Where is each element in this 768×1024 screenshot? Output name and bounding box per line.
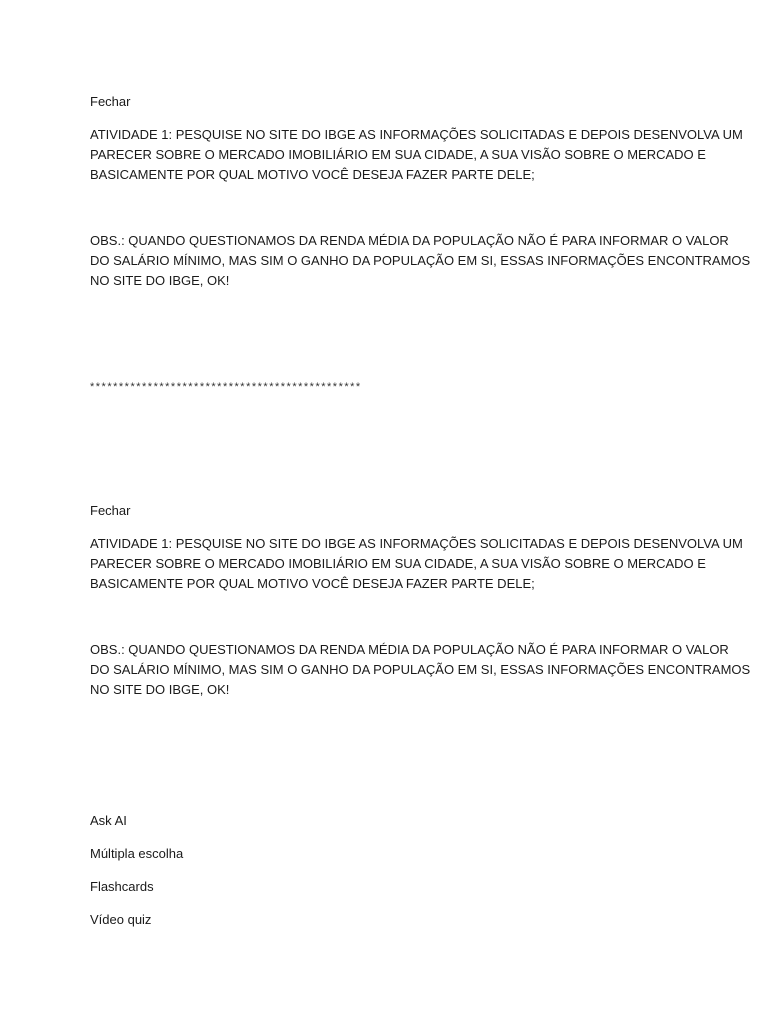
obs-line: NO SITE DO IBGE, OK! bbox=[90, 682, 230, 697]
asterisk-separator: *********************************************** bbox=[90, 381, 362, 393]
ask-ai-link[interactable]: Ask AI bbox=[90, 813, 127, 828]
activity-line: PARECER SOBRE O MERCADO IMOBILIÁRIO EM SUA CIDADE, A SUA VISÃO SOBRE O MERCADO E bbox=[90, 147, 706, 162]
activity-paragraph bbox=[90, 125, 743, 185]
flashcards-link[interactable]: Flashcards bbox=[90, 879, 154, 894]
activity-line: BASICAMENTE POR QUAL MOTIVO VOCÊ DESEJA FAZER PARTE DELE; bbox=[90, 167, 535, 182]
activity-line: BASICAMENTE POR QUAL MOTIVO VOCÊ DESEJA FAZER PARTE DELE; bbox=[90, 576, 535, 591]
obs-line: OBS.: QUANDO QUESTIONAMOS DA RENDA MÉDIA DA POPULAÇÃO NÃO É PARA INFORMAR O VALOR bbox=[90, 642, 729, 657]
activity-line: PARECER SOBRE O MERCADO IMOBILIÁRIO EM SUA CIDADE, A SUA VISÃO SOBRE O MERCADO E bbox=[90, 556, 706, 571]
close-link[interactable]: Fechar bbox=[90, 94, 131, 109]
activity-paragraph bbox=[90, 534, 743, 594]
activity-line: ATIVIDADE 1: PESQUISE NO SITE DO IBGE AS INFORMAÇÕES SOLICITADAS E DEPOIS DESENVOLVA UM bbox=[90, 127, 743, 142]
obs-line: OBS.: QUANDO QUESTIONAMOS DA RENDA MÉDIA DA POPULAÇÃO NÃO É PARA INFORMAR O VALOR bbox=[90, 233, 729, 248]
obs-paragraph bbox=[90, 231, 751, 291]
multiple-choice-link[interactable]: Múltipla escolha bbox=[90, 846, 184, 861]
obs-line: DO SALÁRIO MÍNIMO, MAS SIM O GANHO DA POPULAÇÃO EM SI, ESSAS INFORMAÇÕES ENCONTRAMOS bbox=[90, 662, 751, 677]
activity-line: ATIVIDADE 1: PESQUISE NO SITE DO IBGE AS INFORMAÇÕES SOLICITADAS E DEPOIS DESENVOLVA UM bbox=[90, 536, 743, 551]
obs-line: NO SITE DO IBGE, OK! bbox=[90, 273, 230, 288]
obs-paragraph bbox=[90, 640, 751, 700]
video-quiz-link[interactable]: Vídeo quiz bbox=[90, 912, 152, 927]
obs-line: DO SALÁRIO MÍNIMO, MAS SIM O GANHO DA POPULAÇÃO EM SI, ESSAS INFORMAÇÕES ENCONTRAMOS bbox=[90, 253, 751, 268]
close-link[interactable]: Fechar bbox=[90, 503, 131, 518]
